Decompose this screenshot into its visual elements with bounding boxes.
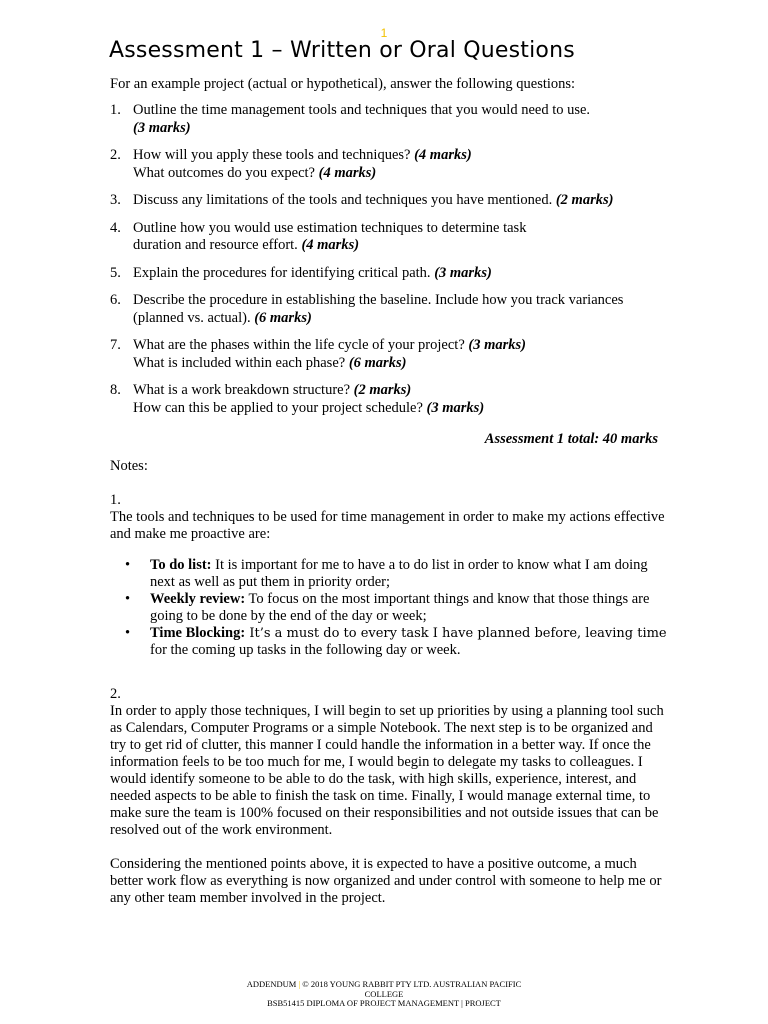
footer-line-2: COLLEGE [364,988,404,999]
question-text: What are the phases within the life cycle of your project? [133,337,469,353]
question-text: Discuss any limitations of the tools and techniques you have mentioned. [133,192,556,208]
question-marks: (6 marks) [254,309,312,326]
footer-copyright: © 2018 YOUNG RABBIT PTY LTD. AUSTRALIAN PACIFIC [302,979,522,989]
tools-list [110,557,670,659]
question-marks: (3 marks) [133,119,191,136]
question-number: 1. [110,102,121,118]
bullet-text: To focus on the most important things and know that those things are going to be done by the end of the day or week; [150,591,650,624]
question-marks: (4 marks) [414,147,472,163]
question-text: Explain the procedures for identifying critical path. [133,264,435,281]
bullet-text: for the coming up tasks in the following day or week. [150,642,461,658]
question-marks: (2 marks) [555,192,614,208]
question-text: Outline how you would use estimation techniques to determine task [133,219,527,236]
page-number: 1 [380,26,388,40]
bullet-icon: • [125,625,131,641]
question-item [110,192,670,210]
question-number: 4. [110,219,121,236]
question-text: Outline the time management tools and techniques that you would need to use. [133,102,591,118]
question-marks: (3 marks) [426,399,485,416]
question-number: 5. [110,264,121,281]
question-item [110,337,670,372]
answer-1-intro: The tools and techniques to be used for time management in order to make my actions effective and make me proactive are: [110,509,665,542]
question-text: Describe the procedure in establishing the baseline. Include how you track variances [133,292,624,308]
notes-label: Notes: [110,458,148,474]
question-item [110,102,670,137]
answer-1 [110,492,670,659]
assessment-total: Assessment 1 total: 40 marks [484,431,658,447]
question-text: How will you apply these tools and techniques? [133,147,415,163]
page-title: Assessment 1 – Written or Oral Questions [109,38,575,63]
list-item [110,625,670,659]
bullet-term: To do list: [150,557,212,573]
page-footer [0,980,768,1009]
bullet-icon: • [125,591,131,607]
list-item [110,557,670,591]
question-text: What is included within each phase? [133,354,349,371]
question-text: How can this be applied to your project schedule? [133,399,427,416]
question-item [110,147,670,182]
bullet-icon: • [125,557,131,573]
question-number: 8. [110,382,121,398]
question-marks: (4 marks) [318,164,377,181]
instructions-text: For an example project (actual or hypothetical), answer the following questions: [110,76,576,92]
list-item [110,591,670,625]
question-text: duration and resource effort. [133,237,302,253]
answer-2-paragraph-2: Considering the mentioned points above, it is expected to have a positive outcome, a much better work flow as everything is now organized and under control with someone to help me or any other team member involved in the project. [110,856,662,906]
question-marks: (3 marks) [434,264,492,281]
answer-2 [110,686,670,907]
question-item [110,265,670,283]
question-item [110,220,670,255]
answer-2-number: 2. [110,686,121,702]
question-text: What is a work breakdown structure? [133,382,354,398]
bullet-text-alt: It’s a must do to every task I have planned before, leaving time [245,626,667,641]
question-marks: (3 marks) [468,337,526,353]
question-marks: (2 marks) [353,382,412,398]
question-number: 2. [110,147,121,163]
bullet-term: Weekly review: [150,591,246,607]
question-marks: (6 marks) [348,354,407,371]
question-marks: (4 marks) [301,237,360,253]
question-text: What outcomes do you expect? [133,164,319,181]
bullet-term: Time Blocking: [150,625,246,641]
answer-1-number: 1. [110,492,121,508]
question-number: 3. [110,192,121,208]
question-item [110,292,670,327]
question-number: 7. [110,337,121,353]
question-item [110,382,670,417]
question-list [110,102,670,427]
footer-prefix: ADDENDUM [246,979,297,989]
question-number: 6. [110,292,121,308]
footer-separator: | [298,979,301,989]
footer-line-3: BSB51415 DIPLOMA OF PROJECT MANAGEMENT | PROJECT [267,998,501,1008]
question-text: (planned vs. actual). [133,309,255,326]
answer-2-paragraph-1: In order to apply those techniques, I will begin to set up priorities by using a planning tool such as Calendars, Computer Programs or a simple Notebook. The next step is to be organized and try to get rid of clutter, this manner I could handle the information in a better way. If once the information feels to be too much for me, I would begin to delegate my tasks to colleagues. I would identify someone to be able to do the task, with high skills, experience, interest, and needed aspects to be able to finish the task on time. Finally, I would manage external time, to make sure the team is 100% focused on their responsibilities and not outside issues that can be resolved out of the work environment. [110,703,664,838]
bullet-text: It is important for me to have a to do list in order to know what I am doing next as well as put them in priority order; [150,557,648,590]
